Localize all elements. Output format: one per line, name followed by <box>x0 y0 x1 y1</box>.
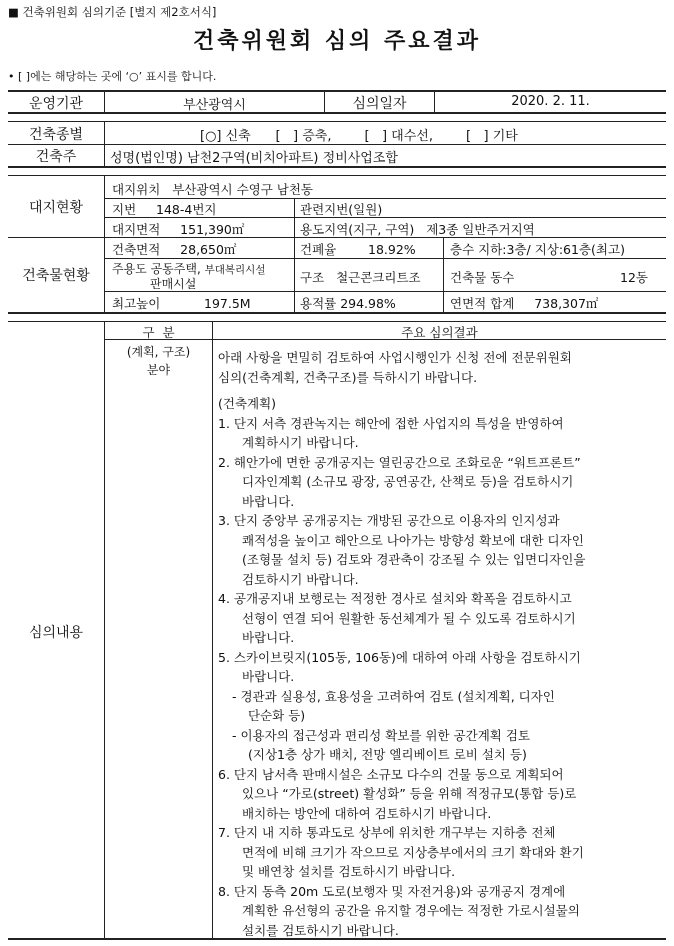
list-item: 선형이 연결 되어 원활한 동선체계가 될 수 있도록 검토하시기 <box>242 610 576 626</box>
dong-label: 건축물 동수 <box>450 270 515 285</box>
col-divider <box>294 237 295 312</box>
list-item: 설치를 검토하시기 바랍니다. <box>242 922 399 938</box>
max-height: 최고높이 197.5M <box>112 296 251 311</box>
main-use-text: 주용도 공동주택, <box>112 262 201 276</box>
owner-value: 성명(법인명) 남천2구역(비치아파트) 정비사업조합 <box>110 151 398 166</box>
col-divider <box>104 122 105 166</box>
list-item: 4. 공개공지내 보행로는 적정한 경사로 설치와 확폭을 검토하시고 <box>218 591 572 606</box>
date-value: 2020. 2. 11. <box>511 94 590 109</box>
intro-line: 아래 사항을 면밀히 검토하여 사업시행인가 신청 전에 전문위원회 <box>218 350 572 365</box>
list-item: 바랍니다. <box>242 630 295 645</box>
list-item: - 경관과 실용성, 효용성을 고려하여 검토 (설치계획, 디자인 <box>232 688 555 704</box>
category-line1: (계획, 구조) <box>126 345 191 359</box>
col-divider <box>104 176 105 312</box>
floor-count: 층수 지하:3층/ 지상:61층(최고) <box>450 242 625 257</box>
date-label: 심의일자 <box>352 96 407 112</box>
agency-label: 운영기관 <box>28 96 84 112</box>
site-area: 대지면적 151,390㎡ <box>112 222 245 237</box>
floor-area-ratio: 용적률 294.98% <box>300 296 396 311</box>
col-divider <box>104 322 105 938</box>
total-floor-area: 연면적 합계 738,307㎡ <box>450 296 599 311</box>
main-use-sub: 부대복리시설 <box>204 264 266 276</box>
building-label: 건축물현황 <box>22 268 90 284</box>
col-divider <box>443 237 444 312</box>
section-separator <box>8 112 666 122</box>
list-item: 검토하시기 바랍니다. <box>242 571 359 587</box>
intro-line: 심의(건축계획, 건축구조)를 득하시기 바랍니다. <box>218 369 478 385</box>
site-zoning: 용도지역(지구, 구역) 제3종 일반주거지역 <box>300 222 535 237</box>
list-item: 바랍니다. <box>242 493 295 509</box>
site-lot: 지번 148-4번지 <box>112 202 217 217</box>
type-options: [○] 신축 [ ] 증축, [ ] 대수선, [ ] 기타 <box>200 129 518 144</box>
list-item: 있으나 “가로(street) 활성화” 등을 위해 적정규모(통합 등)로 <box>242 786 577 801</box>
list-item: (지상1층 상가 배치, 전망 엘리베이트 로비 설치 등) <box>248 747 527 762</box>
list-item: 1. 단지 서측 경관녹지는 해안에 접한 사업지의 특성을 반영하여 <box>218 415 564 431</box>
section-separator <box>8 166 666 176</box>
list-item: 계획한 유선형의 공간을 유지할 경우에는 적정한 가로시설물의 <box>242 903 580 918</box>
list-item: 7. 단지 내 지하 통과도로 상부에 위치한 개구부는 지하층 전체 <box>218 825 556 840</box>
site-location: 대지위치 부산광역시 수영구 남천동 <box>112 182 313 197</box>
list-item: 6. 단지 남서측 판매시설은 소규모 다수의 건물 동으로 계획되어 <box>218 766 564 782</box>
dong-value: 12동 <box>620 270 648 285</box>
instruction-note: • [ ]에는 해당하는 곳에 ‘○’ 표시를 합니다. <box>8 70 217 83</box>
col-divider <box>294 198 295 237</box>
list-item: 배치하는 방안에 대하여 검토하시기 바랍니다. <box>242 805 492 821</box>
list-item: 2. 해안가에 면한 공개공지는 열린공간으로 조화로운 “워트프론트” <box>218 454 581 470</box>
building-area: 건축면적 28,650㎡ <box>112 242 237 257</box>
list-item: 8. 단지 동측 20m 도로(보행자 및 자전거용)와 공개공지 경계에 <box>218 883 566 899</box>
list-item: 바랍니다. <box>242 669 295 684</box>
site-label: 대지현황 <box>28 200 84 216</box>
list-item: 단순화 등) <box>248 708 306 723</box>
row-divider <box>104 198 666 199</box>
list-item: 쾌적성을 높이고 해안으로 나아가는 방향성 확보에 대한 디자인 <box>242 532 584 548</box>
agency-value: 부산광역시 <box>183 98 246 113</box>
list-item: 면적에 비해 크기가 작으므로 지상층부에서의 크기 확대와 환기 <box>242 844 584 860</box>
owner-label: 건축주 <box>35 149 77 165</box>
review-label: 심의내용 <box>28 625 84 641</box>
review-content <box>218 348 658 940</box>
section-title: (건축계획) <box>218 396 277 411</box>
coverage-ratio: 건폐율 18.92% <box>300 242 416 257</box>
list-item: (조형물 설치 등) 검토와 경관축이 강조될 수 있는 입면디자인을 <box>242 552 586 567</box>
structure: 구조 철근콘크리트조 <box>300 270 421 285</box>
list-item: 3. 단지 중앙부 공개공지는 개방된 공간으로 이용자의 인지성과 <box>218 513 560 528</box>
row-divider <box>8 144 666 145</box>
col-category-header: 구 분 <box>142 325 175 340</box>
type-label: 건축종별 <box>28 127 84 143</box>
col-divider <box>212 322 213 938</box>
site-related-lot: 관련지번(일원) <box>300 202 383 217</box>
list-item: 및 배연창 설치를 검토하시기 바랍니다. <box>242 864 456 879</box>
table-top-border <box>8 90 666 92</box>
list-item: 디자인계획 (소규모 광장, 공연공간, 산책로 등)을 검토하시기 <box>242 474 574 489</box>
section-separator <box>8 312 666 322</box>
form-label: ■ 건축위원회 심의기준 [별지 제2호서식] <box>8 5 217 19</box>
list-item: 5. 스카이브릿지(105동, 106동)에 대하여 아래 사항을 검토하시기 <box>218 649 581 665</box>
main-use-line2: 판매시설 <box>150 277 197 291</box>
list-item: - 이용자의 접근성과 편리성 확보를 위한 공간계획 검토 <box>232 727 530 743</box>
page-title: 건축위원회 심의 주요결과 <box>192 29 482 54</box>
category-line2: 분야 <box>146 363 171 377</box>
col-result-header: 주요 심의결과 <box>401 325 478 340</box>
row-divider <box>104 258 666 259</box>
list-item: 계획하시기 바랍니다. <box>242 435 359 450</box>
